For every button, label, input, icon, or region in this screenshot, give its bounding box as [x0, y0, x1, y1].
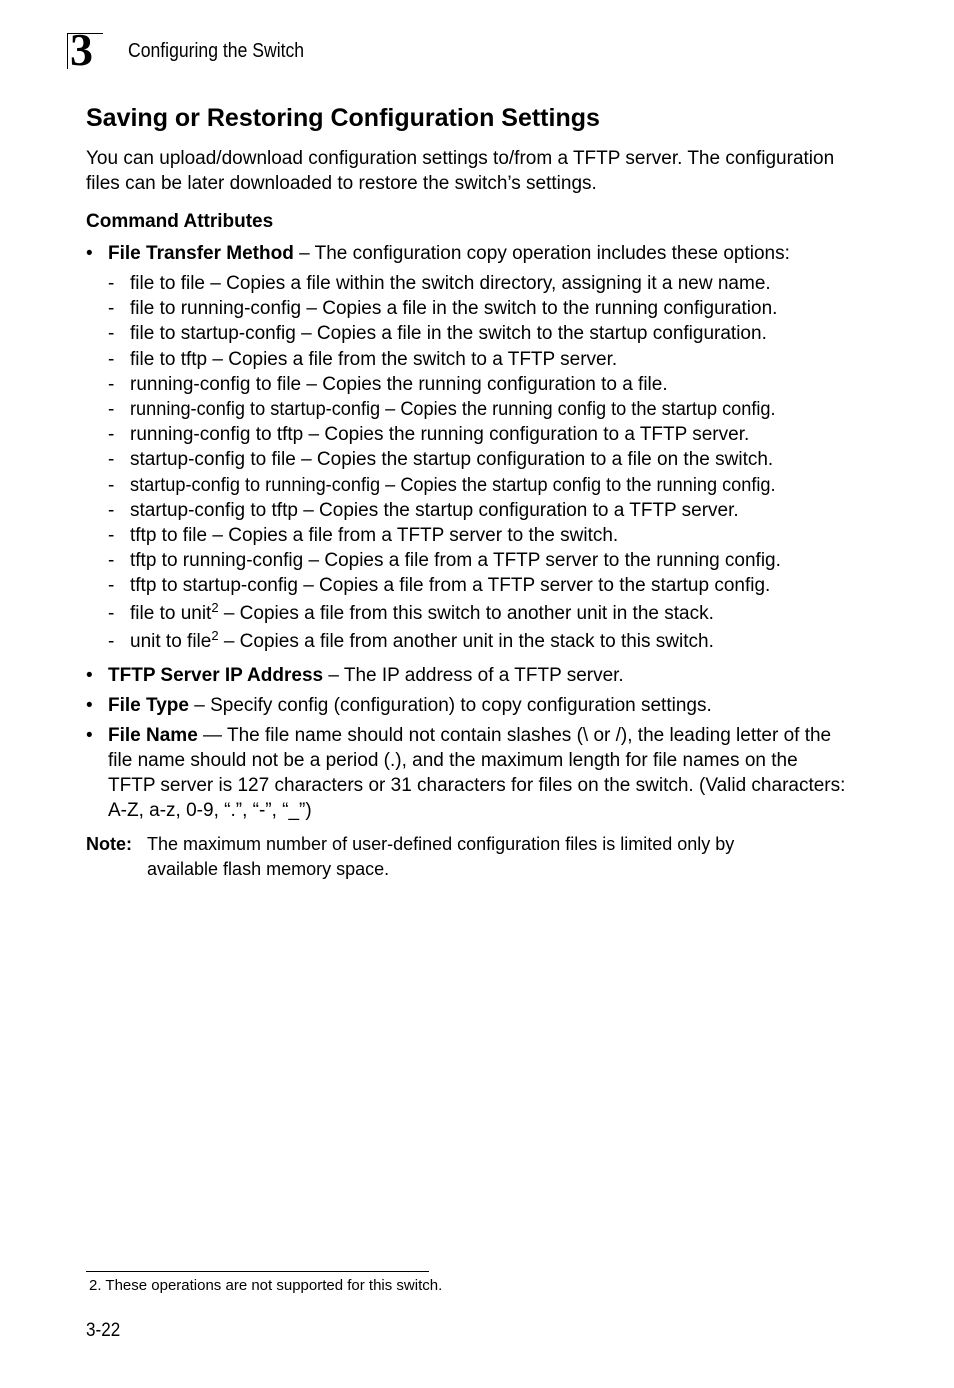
bullet-symbol: •	[86, 243, 93, 264]
footnote-divider	[86, 1271, 429, 1272]
bullet-text: – The IP address of a TFTP server.	[323, 665, 624, 686]
bullet-text: – The configuration copy operation includes these options:	[293, 243, 790, 264]
page-number: 3-22	[86, 1320, 121, 1341]
dash-symbol: -	[108, 298, 115, 320]
option-text: file to file – Copies a file within the switch directory, assigning it a new name.	[130, 273, 771, 294]
option-text: file to startup-config – Copies a file in the switch to the startup configuration.	[130, 323, 767, 345]
footnote-ref: 2	[211, 628, 219, 643]
option-text: tftp to running-config – Copies a file from a TFTP server to the running config.	[130, 550, 781, 572]
option-text: startup-config to tftp – Copies the startup configuration to a TFTP server.	[130, 499, 739, 521]
intro-paragraph: You can upload/download configuration settings to/from a TFTP server. The configuration files can be later downloaded to restore the switch’s settings.	[86, 148, 835, 194]
dash-symbol: -	[108, 474, 115, 496]
chapter-number: 3	[70, 24, 93, 75]
bullet-symbol: •	[86, 725, 93, 746]
dash-symbol: -	[108, 631, 115, 652]
footnote: 2. These operations are not supported for this switch.	[89, 1277, 443, 1294]
dash-symbol: -	[108, 499, 115, 521]
bullet-symbol: •	[86, 665, 93, 686]
option-text: running-config to startup-config – Copies the running config to the startup config.	[130, 399, 776, 420]
bullet-text: — The file name should not contain slashes (\ or /), the leading letter of the file name should not be a period (.), and the maximum length for file names on the TFTP server is 127 characters or 31 characters for files on the switch. (Valid characters: A-Z, a-z, 0-9, “.”, “-”, “_”)	[108, 725, 846, 821]
dash-symbol: -	[108, 273, 115, 294]
bullet-symbol: •	[86, 695, 93, 716]
bullet-term: File Name	[108, 725, 198, 746]
option-text: – Copies a file from this switch to another unit in the stack.	[218, 603, 714, 624]
option-text: tftp to startup-config – Copies a file from a TFTP server to the startup config.	[130, 575, 771, 597]
note-label: Note:	[86, 834, 132, 854]
dash-symbol: -	[108, 373, 115, 395]
running-header: Configuring the Switch	[128, 40, 305, 62]
option-text: – Copies a file from another unit in the stack to this switch.	[218, 631, 714, 652]
option-text: tftp to file – Copies a file from a TFTP server to the switch.	[130, 525, 619, 546]
dash-symbol: -	[108, 603, 115, 624]
dash-symbol: -	[108, 525, 115, 546]
note-text: The maximum number of user-defined configuration files is limited only by available flash memory space.	[147, 834, 735, 879]
option-text: unit to file	[130, 631, 212, 652]
bullet-term: File Transfer Method	[108, 243, 294, 264]
dash-symbol: -	[108, 550, 115, 572]
section-title: Saving or Restoring Configuration Settings	[86, 104, 600, 132]
option-text: startup-config to file – Copies the startup configuration to a file on the switch.	[130, 449, 774, 471]
bullet-term: TFTP Server IP Address	[108, 665, 324, 686]
dash-symbol: -	[108, 399, 115, 420]
command-attributes-heading: Command Attributes	[86, 211, 274, 232]
bullet-text: – Specify config (configuration) to copy configuration settings.	[188, 695, 712, 716]
bullet-file-name	[86, 723, 848, 823]
option-text: running-config to tftp – Copies the running configuration to a TFTP server.	[130, 424, 750, 446]
dash-symbol: -	[108, 348, 115, 370]
option-text: file to running-config – Copies a file in the switch to the running configuration.	[130, 298, 778, 320]
option-text: startup-config to running-config – Copies the startup config to the running config.	[130, 474, 776, 496]
dash-symbol: -	[108, 323, 115, 345]
dash-symbol: -	[108, 449, 115, 471]
option-text: running-config to file – Copies the running configuration to a file.	[130, 373, 668, 395]
option-text: file to tftp – Copies a file from the switch to a TFTP server.	[130, 348, 618, 370]
bullet-term: File Type	[108, 695, 189, 716]
dash-symbol: -	[108, 424, 115, 446]
dash-symbol: -	[108, 575, 115, 597]
footnote-ref: 2	[211, 600, 219, 615]
option-text: file to unit	[130, 603, 212, 624]
